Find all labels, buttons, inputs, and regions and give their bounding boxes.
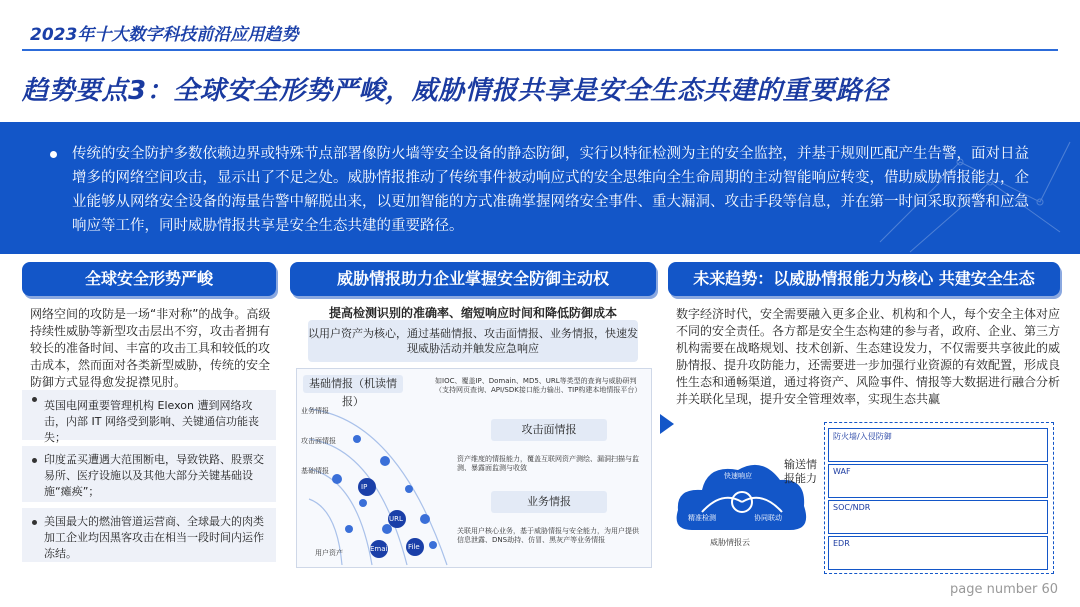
case-item: [22, 508, 276, 562]
middle-panel: [290, 262, 656, 580]
product-box: [828, 428, 1048, 462]
case-text: 印度孟买遭遇大范围断电，导致铁路、股票交易所、医疗设施以及其他大部分关键基础设施“瘫痪”；: [44, 453, 264, 498]
node-label: Email: [370, 545, 390, 553]
node-label: IP: [361, 483, 368, 491]
basic-intel-label: 基础情报（机读情报）: [303, 375, 403, 393]
cloud-inner-label: 协同联动: [754, 514, 782, 522]
basic-intel-desc: 如IOC、覆盖IP、Domain、MD5、URL等类型的查询与威胁研判（支持网页查询、API/SDK接口能力输出、TIP构建本地情报平台）: [435, 377, 642, 394]
bullet-dot: [50, 151, 57, 158]
left-panel-title: 全球安全形势严峻: [22, 262, 276, 296]
side-label: 基础情报: [301, 467, 329, 475]
user-assets-label: 用户资产: [315, 549, 343, 557]
business-intel-label: 业务情报: [491, 491, 607, 513]
node-label: URL: [389, 515, 403, 523]
middle-panel-title: 威胁情报助力企业掌握安全防御主动权: [290, 262, 656, 296]
side-label: 业务情报: [301, 407, 329, 415]
attack-surface-label: 攻击面情报: [491, 419, 607, 441]
right-panel-title: 未来趋势：以威胁情报能力为核心 共建安全生态: [668, 262, 1060, 296]
case-text: 英国电网重要管理机构 Elexon 遭到网络攻击，内部 IT 网络受到影响、关键通信功能丧失；: [44, 399, 259, 444]
product-box: [828, 500, 1048, 534]
middle-subtitle: 提高检测识别的准确率、缩短响应时间和降低防御成本: [328, 306, 617, 320]
report-title: 2023年十大数字科技前沿应用趋势: [30, 25, 299, 45]
top-header: [0, 0, 1080, 52]
page-label: page number: [950, 582, 1038, 597]
header-divider: [22, 49, 1058, 51]
product-name: SOC/NDR: [833, 503, 871, 512]
cloud-inner-label: 精准检测: [688, 514, 716, 522]
product-box: [828, 464, 1048, 498]
product-name: WAF: [833, 467, 851, 476]
bullet-dot: [32, 458, 37, 463]
right-panel: [668, 262, 1060, 580]
business-intel-desc: 关联用户核心业务，基于威胁情报与安全能力，为用户提供信息泄露、DNS劫持、仿冒、黑灰产等业务情报: [457, 527, 639, 544]
node-label: File: [408, 543, 420, 551]
intel-diagram: [296, 368, 652, 568]
case-text: 美国最大的燃油管道运营商、全球最大的肉类加工企业均因黑客攻击在相当一段时间内运作冻结。: [44, 515, 264, 560]
side-label: 攻击面情报: [301, 437, 336, 445]
case-item: [22, 446, 276, 502]
product-box: [828, 536, 1048, 570]
output-label: 输送情报能力: [784, 458, 817, 485]
right-panel-body: 数字经济时代，安全需要融入更多企业、机构和个人，每个安全主体对应不同的安全责任。各方都是安全生态构建的参与者，政府、企业、第三方机构需要在战略规划、技术创新、生态建设发力，不仅需要共享彼此的威胁情报、提升攻防能力，还需要进一步加强行业资源的有效配置，形成良性生态和通畅渠道，通过将资产、风险事件、情报等大数据进行融合分析并关联化呈现，提升安全管理效率，实现生态共赢: [676, 307, 1061, 406]
intro-text: 传统的安全防护多数依赖边界或特殊节点部署像防火墙等安全设备的静态防御，实行以特征检测为主的安全监控，并基于规则匹配产生告警，面对日益增多的网络空间攻击，显示出了不足之处。威胁情报推动了传统事件被动响应式的安全思维向全生命周期的主动智能响应转变，借助威胁情报能力，企业能够从网络安全设备的海量告警中解脱出来，以更加智能的方式准确掌握网络安全事件、重大漏洞、攻击手段等信息，并在第一时间采取预警和应急响应等工作，同时威胁情报共享是安全生态共建的重要路径。: [72, 146, 1029, 234]
middle-summary-box: 以用户资产为核心，通过基础情报、攻击面情报、业务情报，快速发现威胁活动并触发应急响应: [308, 320, 638, 362]
slide-headline: 趋势要点3：全球安全形势严峻，威胁情报共享是安全生态共建的重要路径: [22, 76, 889, 106]
product-name: EDR: [833, 539, 850, 548]
left-panel-body: 网络空间的攻防是一场“非对称”的战争。高级持续性威胁等新型攻击层出不穷，攻击者拥有较长的准备时间、丰富的攻击工具和较低的攻击成本，然而面对各类新型威胁，传统的安全防御方式显得愈发捉襟见肘。: [30, 307, 271, 389]
cloud-inner-label: 快速响应: [724, 472, 752, 480]
page-value: 60: [1041, 582, 1059, 597]
cloud-label: 威胁情报云: [710, 538, 750, 547]
product-name: 防火墙/入侵防御: [833, 432, 892, 441]
bullet-dot: [32, 520, 37, 525]
bullet-dot: [32, 397, 37, 402]
left-panel: [22, 262, 276, 580]
page-number: [950, 582, 1058, 597]
attack-surface-desc: 资产维度的情报能力，覆盖互联网资产测绘、漏洞扫描与监测、暴露面监测与收敛: [457, 455, 639, 472]
case-item: [22, 390, 276, 444]
